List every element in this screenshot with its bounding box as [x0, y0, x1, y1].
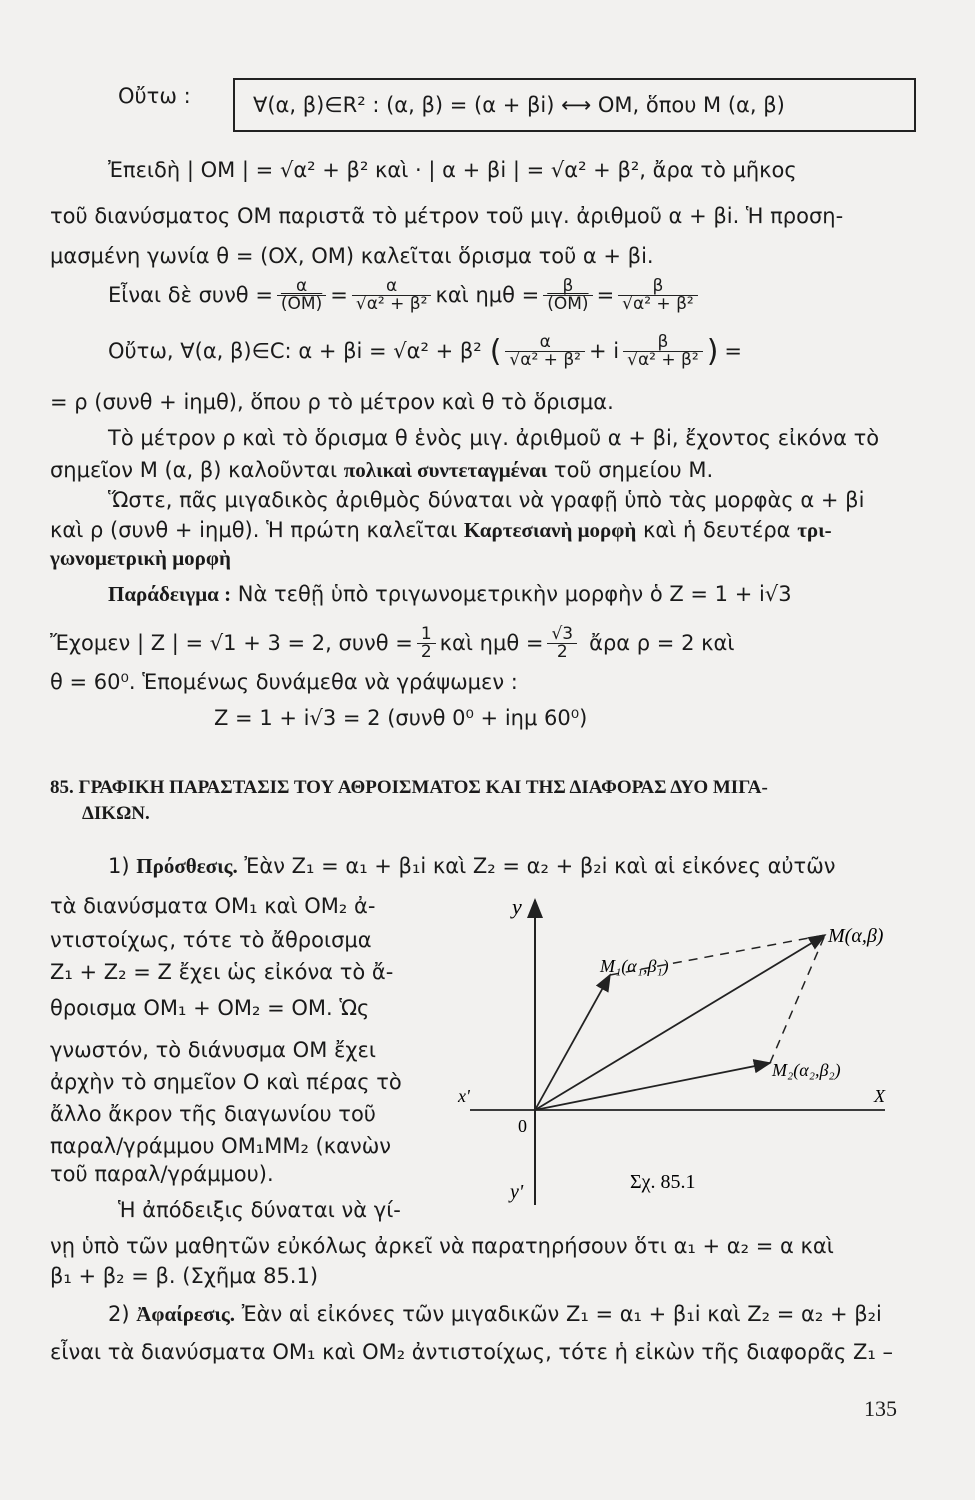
addition-line13: β₁ + β₂ = β. (Σχῆμα 85.1): [50, 1264, 319, 1288]
subtraction-line2: εἶναι τὰ διανύσματα OM₁ καὶ OM₂ ἀντιστοίχως, τότε ἡ εἰκὼν τῆς διαφορᾶς Z₁ –: [50, 1340, 894, 1364]
subtraction-number: 2): [108, 1302, 130, 1326]
para2-line2-c: τοῦ σημείου M.: [553, 458, 714, 482]
outo-label: Οὔτω :: [118, 84, 191, 108]
trig-form-term-part1: τρι-: [797, 518, 832, 542]
para1-line1: Ἐπειδὴ | OM | = √α² + β² καὶ · | α + βi | = √α² + β², ἄρα τὸ μῆκος: [108, 158, 797, 182]
addition-line3: ντιστοίχως, τότε τὸ ἄθροισμα: [50, 928, 372, 952]
figure-85-1: [440, 880, 910, 1220]
polar-form-label: Οὔτω, ∀(α, β)∈C: α + βi = √α² + β²: [108, 339, 482, 363]
m2-label: M₂(α₂,β₂): [772, 1060, 841, 1080]
vector-om1: [535, 975, 610, 1110]
addition-line1-text: Ἐὰν Z₁ = α₁ + β₁i καὶ Z₂ = α₂ + β₂i καὶ αἱ εἰκόνες αὐτῶν: [244, 854, 836, 878]
subtraction-heading: Ἀφαίρεσις.: [136, 1302, 236, 1326]
origin-label: 0: [518, 1116, 527, 1136]
y-label: y: [512, 894, 522, 919]
definition-text: ∀(α, β)∈R² : (α, β) = (α + βi) ⟷ OM, ὅπου M (α, β): [253, 93, 785, 117]
addition-line5: θροισμα OM₁ + OM₂ = OM. Ὡς: [50, 996, 370, 1020]
addition-line4: Z₁ + Z₂ = Z ἔχει ὡς εἰκόνα τὸ ἄ-: [50, 960, 394, 984]
para2-line2-a: σημεῖον M (α, β) καλοῦνται: [50, 458, 338, 482]
cartesian-form-term: Καρτεσιανὴ μορφὴ: [463, 518, 637, 542]
example-line3: θ = 60⁰. Ἑπομένως δυνάμεθα νὰ γράψωμεν :: [50, 670, 518, 694]
para2-line2: [50, 460, 713, 481]
addition-line10: τοῦ παραλ/γράμμου).: [50, 1162, 274, 1186]
para2-line4-c: καὶ ἡ δευτέρα: [643, 518, 791, 542]
cos-def-label: Εἶναι δὲ συνθ =: [108, 283, 273, 307]
m1-label: M₁(α₁,β₁): [600, 956, 669, 976]
example-line2: Ἔχομεν | Z | = √1 + 3 = 2, συνθ = $\frac{1}{2}$ καὶ ημθ = $\frac{√3}{2}$ ἄρα ρ = 2 καὶ: [50, 624, 735, 662]
example-line2-a: Ἔχομεν | Z | = √1 + 3 = 2, συνθ =: [50, 631, 413, 655]
example-label: Παράδειγμα :: [108, 582, 232, 606]
example-line2-c: ἄρα ρ = 2 καὶ: [589, 631, 735, 655]
para1-line3: μασμένη γωνία θ = (OX, OM) καλεῖται ὅρισμα τοῦ α + βi.: [50, 244, 654, 268]
y-neg-label: y': [510, 1181, 524, 1203]
para1-line5: Οὔτω, ∀(α, β)∈C: α + βi = √α² + β² ( $\frac{\alpha}{\text{√α² + β²}}$ + i $\frac{\beta}{\text{√α² + β²}}$ ) =: [108, 332, 743, 370]
definition-box: [233, 78, 916, 132]
section-title-line2: ΔΙΚΩΝ.: [82, 803, 150, 824]
para1-line4: Εἶναι δὲ συνθ = $\frac{\alpha}{(OM)}$ = $\frac{\alpha}{\text{√α² + β²}}$ καὶ ημθ = $\frac{\beta}{(OM)}$ = $\frac{\beta}{\text{√α² + β²}}$: [108, 278, 702, 313]
addition-line8: ἄλλο ἄκρον τῆς διαγωνίου τοῦ: [50, 1102, 376, 1126]
example-line1: [108, 584, 792, 605]
vector-om2: [535, 1063, 770, 1110]
addition-heading: Πρόσθεσις.: [136, 854, 238, 878]
addition-line12: νῃ ὑπὸ τῶν μαθητῶν εὐκόλως ἀρκεῖ νὰ παρατηρήσουν ὅτι α₁ + α₂ = α καὶ: [50, 1234, 834, 1258]
sin-def-label: καὶ ημθ =: [435, 283, 540, 307]
section-title-line1: 85. ΓΡΑΦΙΚΗ ΠΑΡΑΣΤΑΣΙΣ ΤΟΥ ΑΘΡΟΙΣΜΑΤΟΣ ΚΑΙ ΤΗΣ ΔΙΑΦΟΡΑΣ ΔΥΟ ΜΙΓΑ-: [50, 777, 768, 798]
page-number: 135: [864, 1396, 897, 1421]
figure-caption: Σχ. 85.1: [630, 1171, 696, 1193]
para1-line6: = ρ (συνθ + iημθ), ὅπου ρ τὸ μέτρον καὶ θ τὸ ὅρισμα.: [50, 390, 614, 414]
para2-line4: [50, 520, 832, 541]
m-label: M(α,β): [828, 925, 884, 947]
para1-line2: τοῦ διανύσματος OM παριστᾶ τὸ μέτρον τοῦ μιγ. ἀριθμοῦ α + βi. Ἡ προση-: [50, 204, 844, 228]
addition-line2: τὰ διανύσματα OM₁ καὶ OM₂ ἀ-: [50, 894, 376, 918]
subtraction-line1: [108, 1304, 882, 1325]
addition-line9: παραλ/γράμμου OM₁MM₂ (κανὼν: [50, 1134, 392, 1158]
addition-line1: [108, 856, 836, 877]
addition-line6: γνωστόν, τὸ διάνυσμα OM ἔχει: [50, 1038, 376, 1062]
polar-coordinates-term: πολικαὶ συντεταγμέναι: [343, 458, 548, 482]
para2-line4-a: καὶ ρ (συνθ + iημθ). Ἡ πρώτη καλεῖται: [50, 518, 458, 542]
example-line4: Z = 1 + i√3 = 2 (συνθ 0⁰ + iημ 60⁰): [214, 706, 588, 730]
addition-line7: ἀρχὴν τὸ σημεῖον O καὶ πέρας τὸ: [50, 1070, 402, 1094]
subtraction-line1-text: Ἐὰν αἱ εἰκόνες τῶν μιγαδικῶν Z₁ = α₁ + β₁i καὶ Z₂ = α₂ + β₂i: [241, 1302, 882, 1326]
dashed-m2-m: [770, 935, 825, 1063]
x-neg-label: x': [458, 1086, 470, 1106]
example-text: Νὰ τεθῇ ὑπὸ τριγωνομετρικὴν μορφὴν ὁ Z = 1 + i√3: [237, 582, 792, 606]
x-label: X: [874, 1086, 885, 1106]
para2-line3: Ὥστε, πᾶς μιγαδικὸς ἀριθμὸς δύναται νὰ γραφῇ ὑπὸ τὰς μορφὰς α + βi: [108, 488, 865, 512]
para2-line1: Τὸ μέτρον ρ καὶ τὸ ὅρισμα θ ἑνὸς μιγ. ἀριθμοῦ α + βi, ἔχοντος εἰκόνα τὸ: [108, 426, 880, 450]
trig-form-term-part2: γωνομετρικὴ μορφὴ: [50, 546, 231, 570]
addition-line11: Ἡ ἀπόδειξις δύναται νὰ γί-: [118, 1198, 401, 1222]
example-line2-b: καὶ ημθ =: [439, 631, 544, 655]
addition-number: 1): [108, 854, 130, 878]
